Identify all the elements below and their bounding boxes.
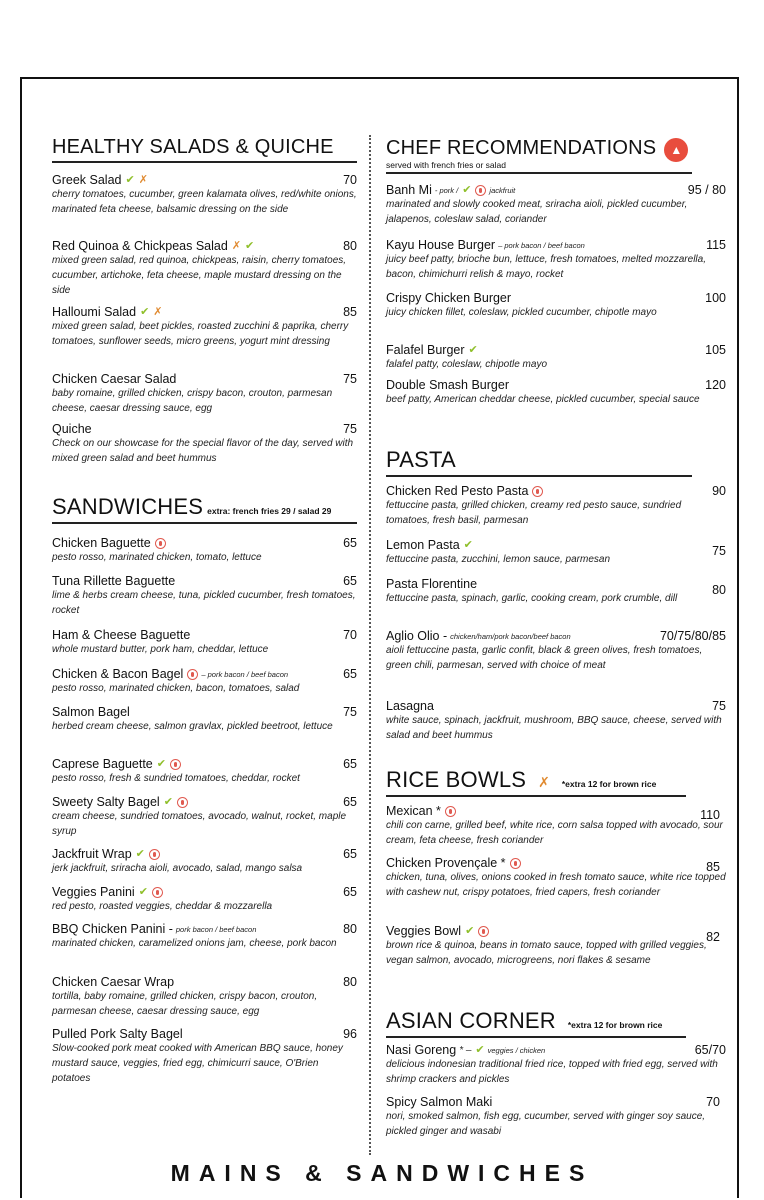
leaf-icon: ✔ [163,795,173,808]
item-description: pesto rosso, fresh & sundried tomatoes, cheddar, rocket [52,773,300,784]
item-description: chicken, tuna, olives, onions cooked in fresh tomato sauce, white rice topped with cashew nut, crispy potatoes, fried capers, fresh coriander [386,872,726,898]
wheat-cross-icon: ✗ [153,305,163,318]
item-name: Spicy Salmon Maki [386,1095,493,1109]
item-price: 65 [343,885,357,899]
item-description: fettuccine pasta, zucchini, lemon sauce, parmesan [386,554,611,565]
sandwiches-title: SANDWICHES [52,494,204,519]
item-description: baby romaine, grilled chicken, crispy bacon, crouton, parmesan cheese, caesar dressing sauce, egg [52,388,333,414]
rice-section [386,767,686,797]
item-name: Banh Mi [386,183,432,197]
leaf-icon: ✔ [135,847,145,860]
thumbs-up-icon: ▲ [664,138,688,162]
column-divider [369,135,371,1155]
pasta-section [386,447,692,477]
item-description: fettuccine pasta, grilled chicken, creamy red pesto sauce, sundried tomatoes, fresh basil, parmesan [386,500,682,526]
item-name: Pulled Pork Salty Bagel [52,1027,183,1041]
leaf-icon: ✔ [156,757,166,770]
item-option: * – [459,1044,472,1056]
footer-title: MAINS & SANDWICHES [170,1160,594,1186]
menu-item [386,577,726,606]
item-price: 80 [712,583,726,597]
item-description: nori, smoked salmon, fish egg, cucumber, served with ginger soy sauce, pickled ginger and wasabi [386,1111,706,1137]
item-name: Red Quinoa & Chickpeas Salad [52,239,228,253]
item-price: 65/70 [694,1043,726,1057]
menu-item [52,372,357,416]
menu-item [386,629,726,673]
item-description: mixed green salad, red quinoa, chickpeas, raisin, cherry tomatoes, cucumber, artichoke, feta cheese, maple mustard dressing on the side [52,255,347,296]
item-price: 65 [343,574,357,588]
menu-item [52,667,357,696]
item-price: 95 / 80 [687,183,726,197]
menu-item [386,924,726,968]
item-description: Slow-cooked pork meat cooked with American BBQ sauce, honey mustard sauce, veggies, fried egg, chimicurri sauce, O'Brien potatoes [52,1043,343,1084]
item-option: – pork bacon / beef bacon [498,240,585,250]
item-description: cream cheese, sundried tomatoes, avocado, walnut, rocket, maple syrup [52,811,347,837]
chili-icon [170,759,181,770]
leaf-icon: ✔ [465,924,475,937]
menu-item [386,183,726,227]
menu-item [52,422,357,466]
item-description: marinated and slowly cooked meat, sriracha aioli, pickled cucumber, jalapenos, coleslaw salad, coriander [386,199,688,225]
asian-title: ASIAN CORNER [386,1008,556,1033]
menu-item [52,305,357,349]
item-description: falafel patty, coleslaw, chipotle mayo [386,359,548,370]
item-price: 115 [706,238,726,252]
item-name: BBQ Chicken Panini - [52,922,173,936]
rice-header [386,767,686,797]
item-price: 65 [343,667,357,681]
item-price: 70 [343,628,357,642]
item-description: whole mustard butter, pork ham, cheddar, lettuce [52,644,269,655]
item-option: - pork / [434,185,459,195]
wheat-cross-icon: ✗ [538,774,550,790]
item-name: Chicken Caesar Salad [52,372,177,386]
item-name: Ham & Cheese Baguette [52,628,191,642]
item-price: 65 [343,536,357,550]
menu-item [386,804,726,848]
item-description: aioli fettuccine pasta, garlic confit, black & green olives, fresh tomatoes, green chili, parmesan, served with choice of meat [386,645,703,671]
asian-extra: *extra 12 for brown rice [567,1020,663,1030]
chili-icon [177,797,188,808]
item-name: Veggies Bowl [386,924,462,938]
item-description: fettuccine pasta, spinach, garlic, cooking cream, pork crumble, dill [386,593,678,604]
item-name: Halloumi Salad [52,305,137,319]
chili-icon [532,486,543,497]
item-description: mixed green salad, beet pickles, roasted zucchini & paprika, cherry tomatoes, sunflower seeds, micro greens, yogurt mint dressing [52,321,349,347]
item-description: juicy chicken fillet, coleslaw, pickled cucumber, chipotle mayo [386,307,657,318]
item-name: Jackfruit Wrap [52,847,132,861]
leaf-icon: ✔ [245,239,255,252]
item-price: 120 [705,378,726,392]
menu-item [52,173,357,217]
asian-header [386,1008,686,1038]
chili-icon [475,185,486,196]
item-price: 105 [705,343,726,357]
menu-item [386,699,726,743]
item-description: pesto rosso, marinated chicken, tomato, lettuce [52,552,262,563]
rice-title: RICE BOWLS [386,767,527,792]
leaf-icon: ✔ [140,305,150,318]
chef-header [386,137,692,174]
item-price: 70 [343,173,357,187]
item-price: 80 [343,922,357,936]
menu-item [52,536,357,565]
item-price: 75 [343,372,357,386]
menu-item [52,1027,357,1086]
item-price: 90 [712,484,726,498]
item-name: Sweety Salty Bagel [52,795,160,809]
item-name: Mexican * [386,804,441,818]
item-description: jerk jackfruit, sriracha aioli, avocado, salad, mango salsa [52,863,303,874]
chili-icon [149,849,160,860]
item-name: Chicken & Bacon Bagel [52,667,184,681]
menu-item [386,238,726,282]
item-description: red pesto, roasted veggies, cheddar & mozzarella [52,901,273,912]
item-description: cherry tomatoes, cucumber, green kalamata olives, red/white onions, marinated feta cheese, balsamic dressing on the side [52,189,357,215]
item-price: 85 [343,305,357,319]
item-name: Double Smash Burger [386,378,509,392]
menu-item [52,975,357,1019]
item-name: Greek Salad [52,173,122,187]
sandwiches-header [52,494,357,524]
leaf-icon: ✔ [468,343,478,356]
item-name: Kayu House Burger [386,238,496,252]
item-description: marinated chicken, caramelized onions jam, cheese, pork bacon [52,938,337,949]
item-price: 110 [700,808,720,822]
menu-item [52,847,357,876]
item-name: Caprese Baguette [52,757,153,771]
menu-item [386,378,726,407]
menu-item [52,885,357,914]
leaf-icon: ✔ [463,538,473,551]
item-price: 100 [705,291,726,305]
menu-item [386,856,726,900]
leaf-icon: ✔ [138,885,148,898]
item-option: veggies / chicken [487,1045,546,1055]
chef-section [386,137,692,174]
item-option: pork bacon / beef bacon [175,924,257,934]
asian-section [386,1008,686,1038]
leaf-icon: ✔ [475,1043,485,1056]
menu-item [52,922,357,951]
item-name: Falafel Burger [386,343,465,357]
item-price: 70/75/80/85 [659,629,726,643]
leaf-icon: ✔ [125,173,135,186]
menu-item [52,239,357,298]
item-price: 70 [706,1095,720,1109]
chili-icon [152,887,163,898]
pasta-header [386,447,692,477]
leaf-icon: ✔ [462,183,472,196]
item-price: 75 [343,705,357,719]
item-name: Chicken Caesar Wrap [52,975,175,989]
item-option: jackfruit [489,185,516,195]
item-price: 85 [706,860,720,874]
rice-extra: *extra 12 for brown rice [561,779,657,789]
chili-icon [445,806,456,817]
item-name: Tuna Rillette Baguette [52,574,176,588]
menu-item [386,484,726,528]
item-description: delicious indonesian traditional fried rice, topped with fried egg, served with shrimp crackers and pickles [386,1059,718,1085]
item-price: 96 [343,1027,357,1041]
chili-icon [510,858,521,869]
chili-icon [187,669,198,680]
salads-section [52,136,357,163]
salads-header [52,136,357,163]
item-name: Lemon Pasta [386,538,460,552]
item-description: brown rice & quinoa, beans in tomato sauce, topped with grilled veggies, vegan salmon, avocado, microgreens, nori flakes & sesame [386,940,707,966]
item-name: Chicken Baguette [52,536,151,550]
chef-title: CHEF RECOMMENDATIONS [386,137,657,159]
item-price: 65 [343,847,357,861]
menu-item [386,1095,726,1139]
item-name: Lasagna [386,699,434,713]
item-price: 65 [343,757,357,771]
item-name: Quiche [52,422,92,436]
menu-item [386,291,726,320]
pasta-title: PASTA [386,447,456,472]
item-description: Check on our showcase for the special flavor of the day, served with mixed green salad and beet hummus [52,438,354,464]
menu-item [52,795,357,839]
menu-item [52,574,357,618]
item-name: Veggies Panini [52,885,135,899]
menu-item [52,705,357,734]
salads-title: HEALTHY SALADS & QUICHE [52,136,334,158]
menu-item [386,1043,726,1087]
sandwiches-extra: extra: french fries 29 / salad 29 [207,506,332,516]
item-description: juicy beef patty, brioche bun, lettuce, fresh tomatoes, melted mozzarella, bacon, chimichurri relish & mayo, rocket [386,254,706,280]
item-name: Chicken Provençale * [386,856,506,870]
item-name: Salmon Bagel [52,705,130,719]
item-name: Pasta Florentine [386,577,478,591]
item-description: beef patty, American cheddar cheese, pickled cucumber, special sauce [386,394,700,405]
menu-item [386,343,726,372]
item-option: chicken/ham/pork bacon/beef bacon [450,631,571,641]
wheat-cross-icon: ✗ [138,173,148,186]
item-price: 82 [706,930,720,944]
item-description: white sauce, spinach, jackfruit, mushroom, BBQ sauce, cheese, served with salad and beet hummus [386,715,722,741]
item-name: Crispy Chicken Burger [386,291,512,305]
menu-item [52,757,357,786]
item-option: – pork bacon / beef bacon [201,669,289,679]
item-description: herbed cream cheese, salmon gravlax, pickled beetroot, lettuce [52,721,333,732]
item-description: tortilla, baby romaine, grilled chicken, crispy bacon, crouton, parmesan cheese, caesar dressing sauce, egg [52,991,318,1017]
item-price: 65 [343,795,357,809]
item-price: 75 [712,544,726,558]
item-description: lime & herbs cream cheese, tuna, pickled cucumber, fresh tomatoes, rocket [52,590,356,616]
item-price: 75 [712,699,726,713]
item-description: chili con carne, grilled beef, white rice, corn salsa topped with avocado, sour cream, feta cheese, fresh coriander [386,820,723,846]
item-price: 80 [343,975,357,989]
item-name: Chicken Red Pesto Pasta [386,484,529,498]
wheat-cross-icon: ✗ [231,239,242,252]
chili-icon [155,538,166,549]
item-description: pesto rosso, marinated chicken, bacon, tomatoes, salad [52,683,300,694]
item-name: Nasi Goreng [386,1043,457,1057]
chili-icon [478,926,489,937]
chef-subtitle: served with french fries or salad [386,159,506,170]
menu-item [52,628,357,657]
item-price: 75 [343,422,357,436]
item-price: 80 [343,239,357,253]
sandwiches-section [52,494,357,524]
menu-item [386,538,726,567]
item-name: Aglio Olio - [386,629,448,643]
